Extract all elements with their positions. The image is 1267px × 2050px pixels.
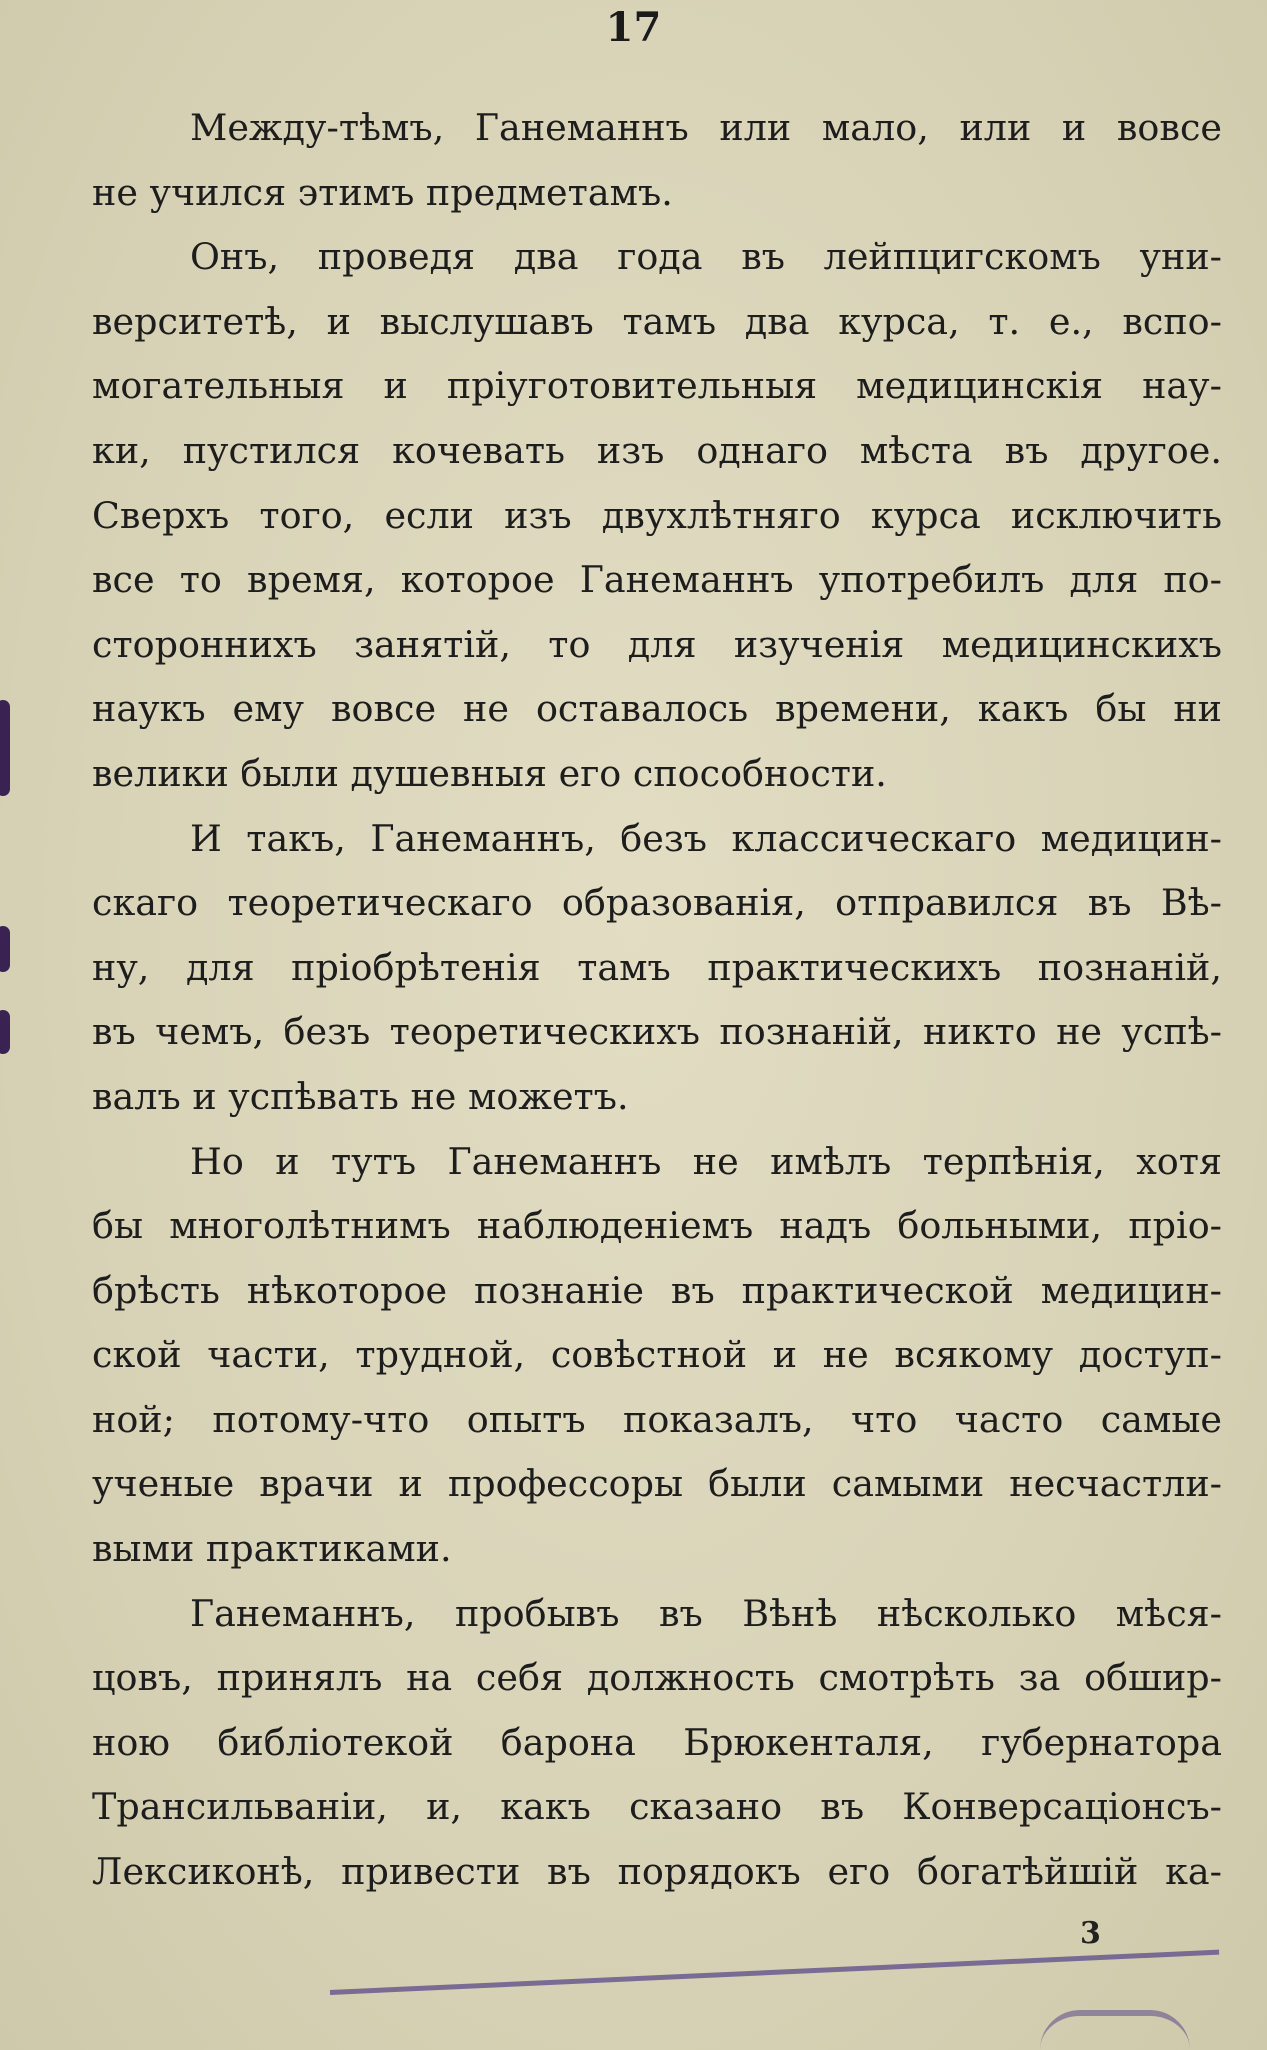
text-line: Онъ, проведя два года въ лейпцигскомъ уни- [190,235,1222,279]
text-line: въ чемъ, безъ теоретическихъ познаній, никто не успѣ- [92,1010,1222,1054]
text-line: ской части, трудной, совѣстной и не всякому доступ- [92,1333,1222,1377]
body-text [92,96,1222,1905]
library-stamp-line [330,1950,1219,1995]
text-line: Трансильваніи, и, какъ сказано въ Конверсаціонсъ- [92,1785,1222,1829]
text-line: скаго теоретическаго образованія, отправился въ Вѣ- [92,881,1222,925]
text-line: брѣсть нѣкоторое познаніе въ практической медицин- [92,1268,1222,1312]
text-line: И такъ, Ганеманнъ, безъ классическаго медицин- [190,816,1222,860]
text-line: все то время, которое Ганеманнъ употребилъ для по- [92,558,1222,602]
text-line: наукъ ему вовсе не оставалось времени, какъ бы ни [92,687,1222,731]
signature-mark: 3 [1080,1916,1101,1951]
text-line: валъ и успѣвать не можетъ. [92,1074,629,1118]
ink-margin-mark [0,926,10,972]
text-line: стороннихъ занятій, то для изученія медицинскихъ [92,622,1222,666]
text-line: ученые врачи и профессоры были самыми несчастли- [92,1462,1222,1506]
text-line: ною библіотекой барона Брюкенталя, губернатора [92,1720,1222,1764]
text-line: ки, пустился кочевать изъ однаго мѣста въ другое. [92,428,1222,472]
text-line: велики были душевныя его способности. [92,751,887,795]
ink-margin-mark [0,1010,10,1054]
text-line: ну, для пріобрѣтенія тамъ практическихъ познаній, [92,945,1222,989]
text-line: бы многолѣтнимъ наблюденіемъ надъ больными, пріо- [92,1204,1222,1248]
text-line: цовъ, принялъ на себя должность смотрѣть за обшир- [92,1656,1222,1700]
text-line: выми практиками. [92,1527,452,1571]
page-number: 17 [605,4,662,51]
ink-margin-mark [0,700,10,796]
text-line: Лексиконѣ, привести въ порядокъ его богатѣйшій ка- [92,1850,1222,1894]
text-line: Сверхъ того, если изъ двухлѣтняго курса исключить [92,493,1222,537]
text-line: верситетѣ, и выслушавъ тамъ два курса, т. е., вспо- [92,299,1222,343]
library-stamp-fragment [1040,2010,1190,2050]
text-line: не учился этимъ предметамъ. [92,170,673,214]
text-line: Между-тѣмъ, Ганеманнъ или мало, или и вовсе [190,106,1222,149]
text-line: могательныя и пріуготовительныя медицинскія нау- [92,364,1222,408]
text-line: ной; потому-что опытъ показалъ, что часто самые [92,1397,1222,1441]
text-line: Но и тутъ Ганеманнъ не имѣлъ терпѣнія, хотя [190,1139,1222,1183]
text-line: Ганеманнъ, пробывъ въ Вѣнѣ нѣсколько мѣся- [190,1591,1222,1635]
